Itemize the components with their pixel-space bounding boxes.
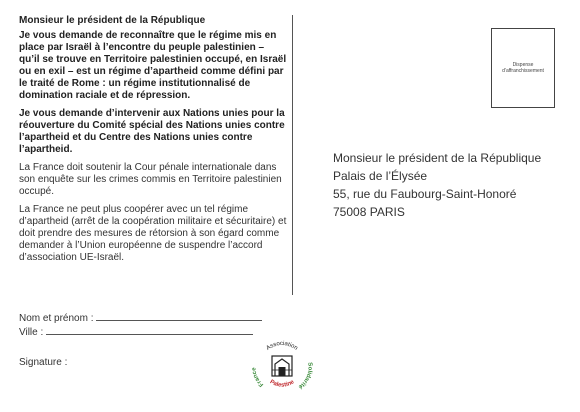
address-line-1: Monsieur le président de la République [333, 151, 542, 165]
city-line[interactable] [46, 325, 253, 335]
stamp-text: Dispense d’affranchissement [502, 62, 544, 74]
demand-paragraph-un: Je vous demande d’intervenir aux Nations unies pour la réouverture du Comité spécial des Nations unies contre l’apartheid et du Centre des Nations unies contre l’apartheid. [19, 108, 285, 155]
name-line[interactable] [96, 311, 262, 321]
name-field[interactable] [19, 311, 262, 325]
stamp-box [491, 28, 555, 108]
demand-paragraph-apartheid: Je vous demande de reconnaître que le régime mis en place par Israël à l’encontre du peuple palestinien – qu’il se trouve en Territoire palestinien occupé, en Israël ou en exil – est un régime d’apartheid comme défini par le traité de Rome : un régime institutionnalisé de domination raciale et de répression. [19, 30, 287, 101]
afps-logo [249, 334, 315, 400]
address-line-4: 75008 PARIS [333, 205, 405, 219]
logo-palestine-text: Palestine [268, 379, 296, 389]
logo-solidarite-text: Solidarité [296, 362, 313, 390]
signature-label: Signature : [19, 357, 68, 368]
paragraph-cooperation: La France ne peut plus coopérer avec un tel régime d’apartheid (arrêt de la coopération militaire et sécuritaire) et doit prendre des mesures de rétorsion à son égard comme demander à l’Union européenne de suspendre l’accord d’association UE-Israël. [19, 204, 287, 263]
address-line-3: 55, rue du Faubourg-Saint-Honoré [333, 187, 517, 201]
name-label: Nom et prénom : [19, 313, 94, 324]
signer-fields [19, 311, 262, 339]
message-column [19, 15, 287, 270]
logo-france-text: France [251, 367, 265, 388]
logo-association-text: Association [265, 340, 299, 352]
salutation: Monsieur le président de la République [19, 15, 206, 26]
vertical-divider [292, 15, 293, 295]
city-field[interactable] [19, 325, 262, 339]
recipient-address [333, 149, 541, 221]
address-line-2: Palais de l’Élysée [333, 169, 428, 183]
city-label: Ville : [19, 327, 44, 338]
paragraph-cpi: La France doit soutenir la Cour pénale internationale dans son enquête sur les crimes commis en Territoire palestinien occupé. [19, 162, 282, 197]
